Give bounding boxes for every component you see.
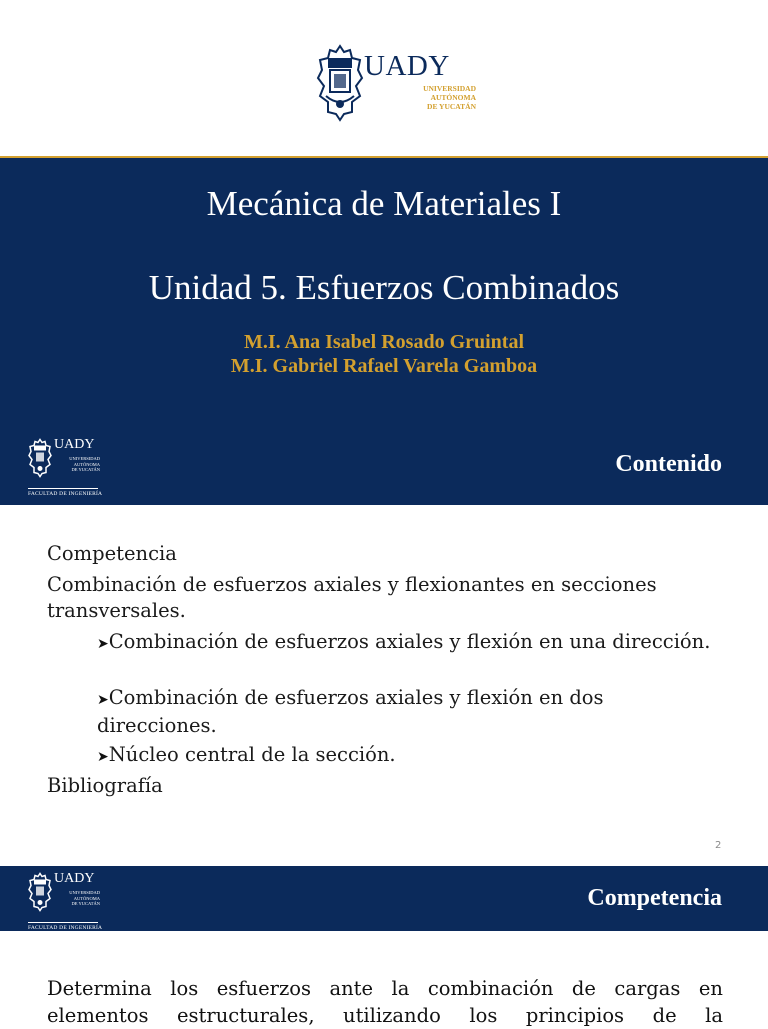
contents-item-competencia: Competencia	[47, 542, 177, 565]
uady-wordmark: UADY	[54, 871, 95, 886]
uady-subtitle: UNIVERSIDAD AUTÓNOMA DE YUCATÁN	[69, 890, 100, 906]
contents-heading: Contenido	[615, 451, 722, 477]
uady-seal-icon	[28, 438, 52, 478]
uady-wordmark: UADY	[364, 50, 450, 82]
faculty-label: FACULTAD DE INGENIERÍA	[28, 925, 103, 931]
unit-title: Unidad 5. Esfuerzos Combinados	[148, 268, 620, 307]
title-slide-header	[0, 0, 768, 157]
title-slide	[0, 0, 768, 505]
uady-seal-icon	[28, 872, 52, 912]
contents-subitem-1: ➤Combinación de esfuerzos axiales y flexión en una dirección.	[97, 630, 711, 653]
arrow-bullet-icon: ➤	[97, 692, 109, 708]
arrow-bullet-icon: ➤	[97, 636, 109, 652]
contents-subitem-3: ➤Núcleo central de la sección.	[97, 743, 396, 766]
contents-item-combinacion: Combinación de esfuerzos axiales y flexionantes en secciones transversales.	[47, 573, 657, 622]
competencia-heading: Competencia	[587, 885, 722, 911]
arrow-bullet-icon: ➤	[97, 749, 109, 765]
faculty-divider	[28, 488, 98, 489]
uady-subtitle: UNIVERSIDAD AUTÓNOMA DE YUCATÁN	[423, 84, 476, 111]
competencia-body: Determina los esfuerzos ante la combinación de cargas en elementos estructurales, utilizando los principios de la	[47, 977, 723, 1027]
faculty-divider	[28, 922, 98, 923]
contents-slide	[0, 505, 768, 866]
uady-logo	[316, 44, 476, 124]
uady-faculty-logo	[28, 438, 108, 498]
competencia-slide	[0, 866, 768, 1027]
uady-wordmark: UADY	[54, 437, 95, 452]
course-title: Mecánica de Materiales I	[206, 184, 562, 223]
contents-subitem-2: ➤Combinación de esfuerzos axiales y flexión en dos direcciones.	[97, 686, 604, 737]
uady-faculty-logo	[28, 872, 108, 932]
uady-seal-icon	[316, 44, 364, 122]
author-1: M.I. Ana Isabel Rosado Gruintal	[243, 331, 525, 353]
page-number: 2	[715, 840, 722, 851]
faculty-label: FACULTAD DE INGENIERÍA	[28, 491, 103, 497]
author-2: M.I. Gabriel Rafael Varela Gamboa	[230, 355, 538, 377]
contents-item-bibliografia: Bibliografía	[47, 774, 163, 797]
uady-subtitle: UNIVERSIDAD AUTÓNOMA DE YUCATÁN	[69, 456, 100, 472]
